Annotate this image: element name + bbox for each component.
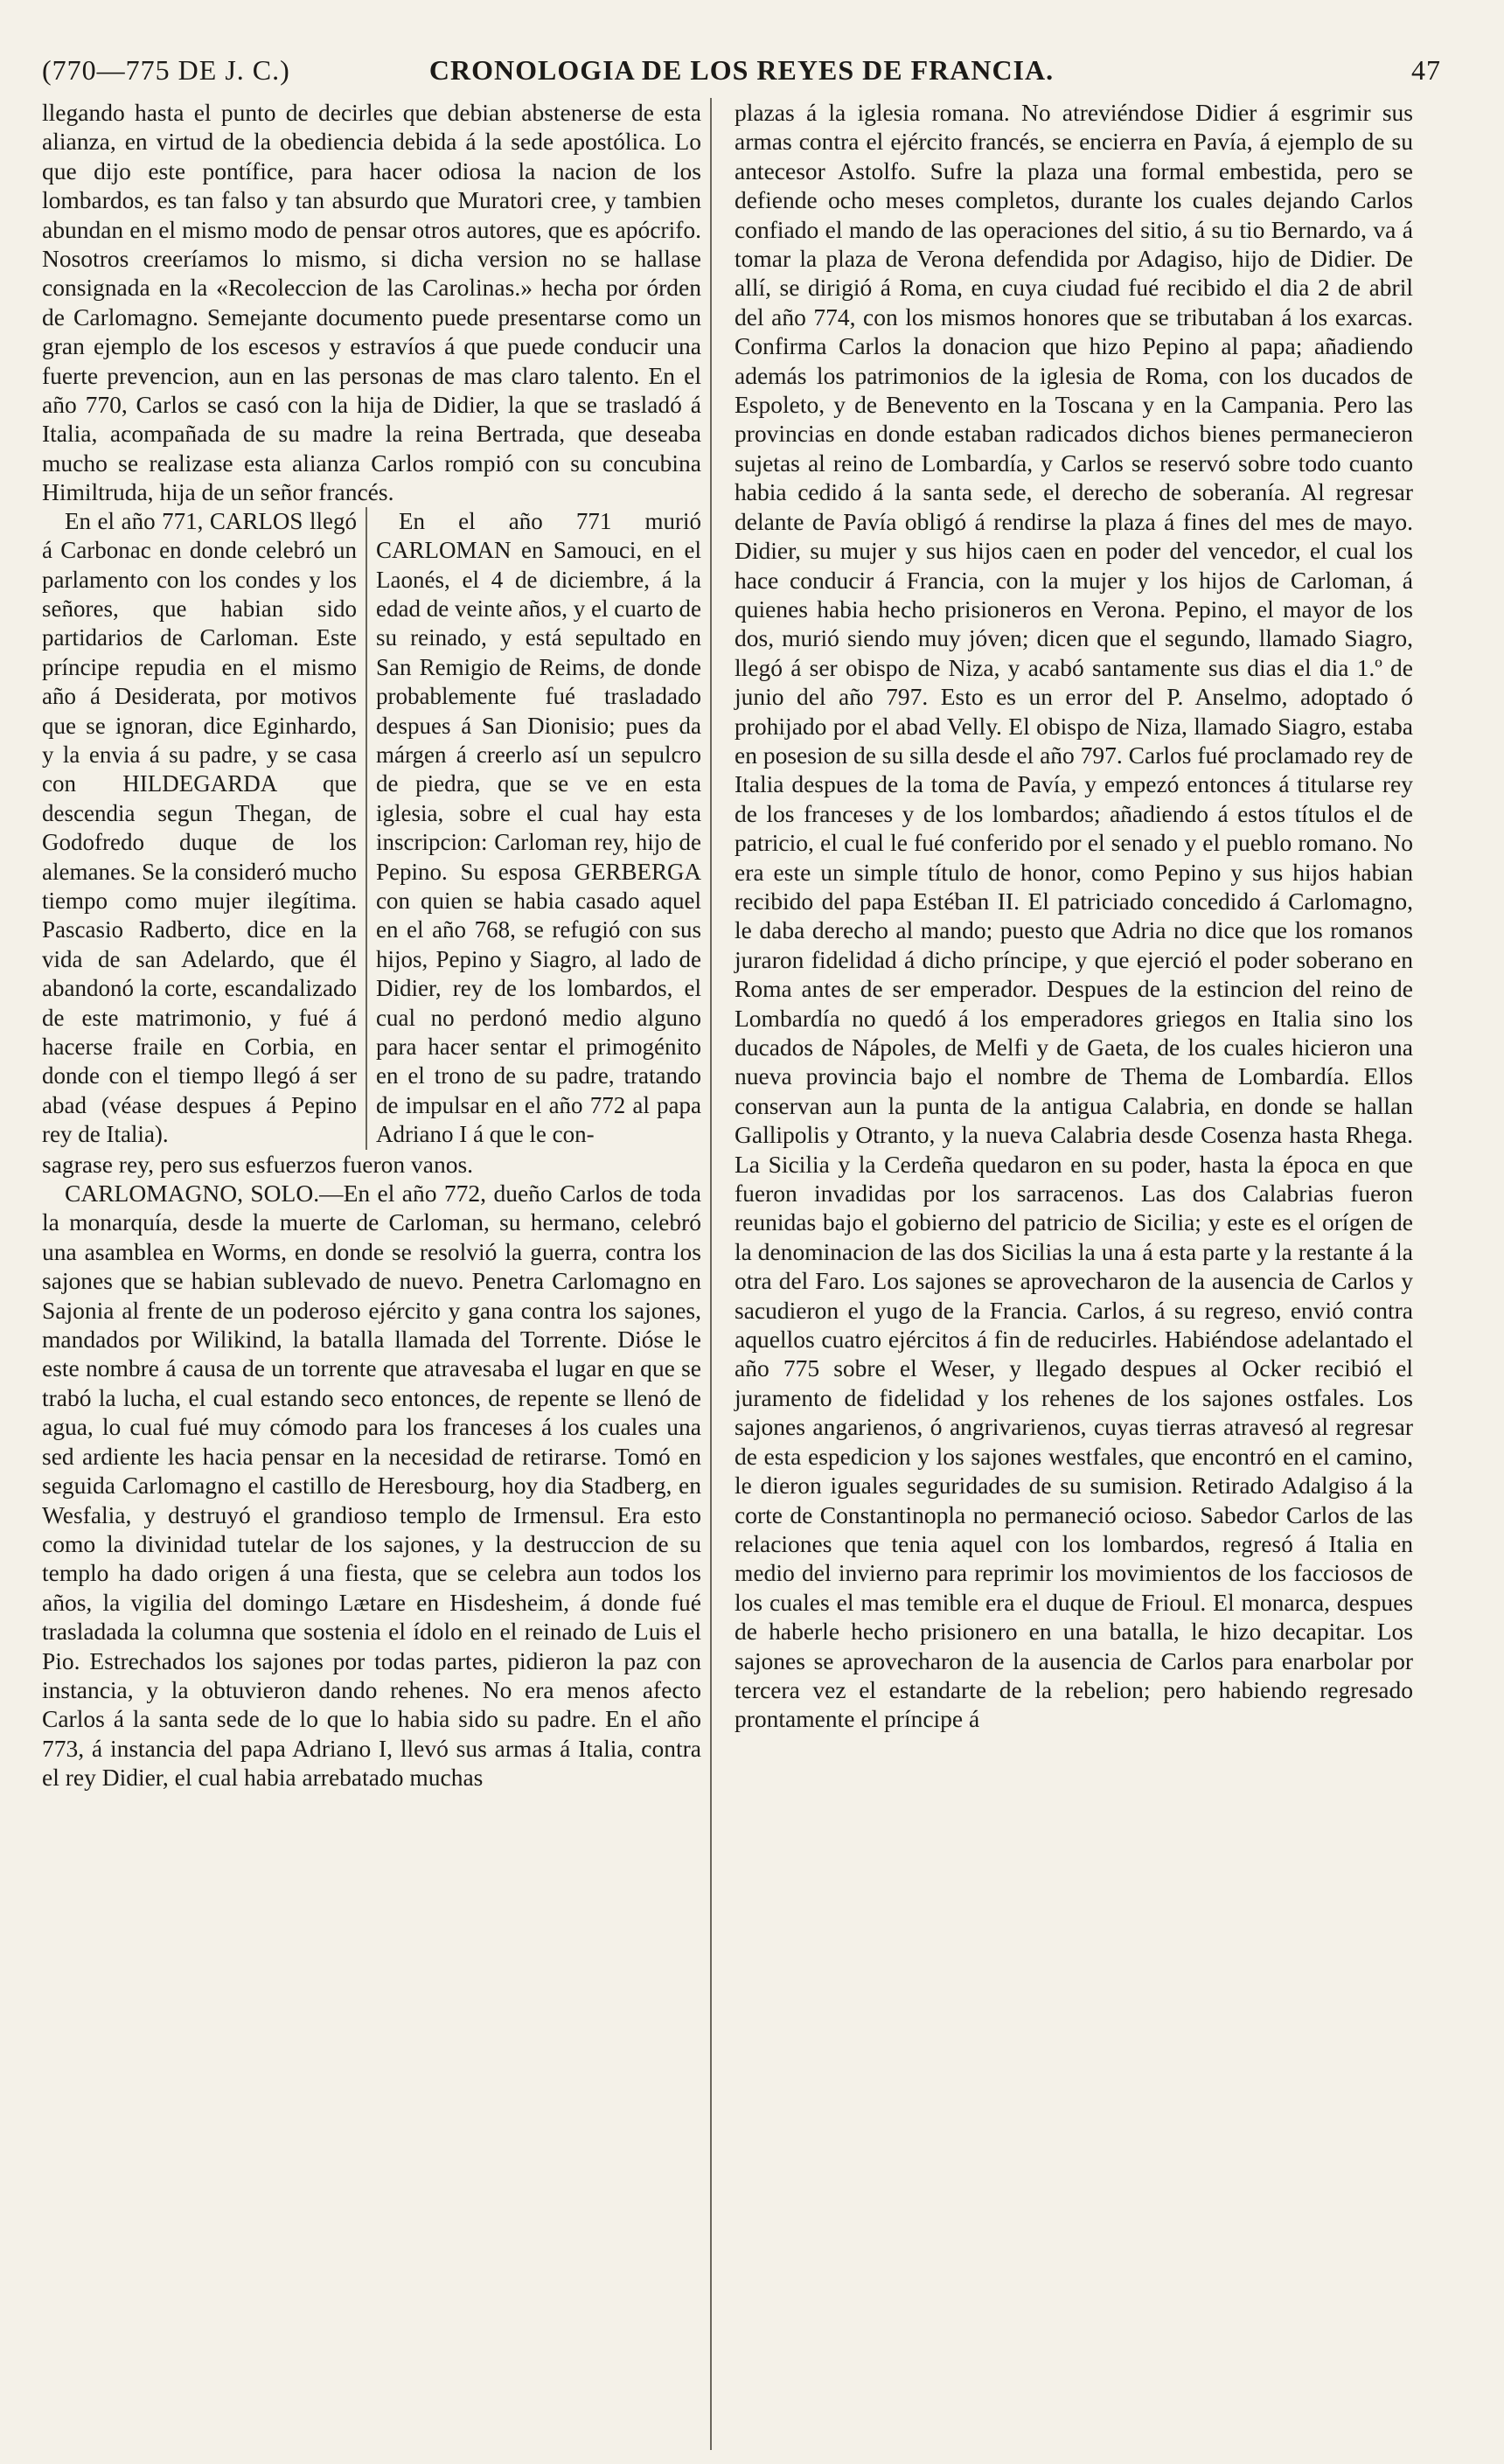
right-column (735, 98, 1413, 1734)
subcolumn-carlos (42, 507, 357, 1150)
continuation-line: sagrase rey, pero sus esfuerzos fueron vanos. (42, 1150, 474, 1178)
section-heading-carlomagno: CARLOMAGNO, SOLO. (65, 1180, 320, 1208)
left-column (42, 98, 701, 1792)
carlomagno-text: —En el año 772, dueño Carlos de toda la monarquía, desde la muerte de Carloman, su hermano, celebró una asamblea en Worms, en donde se resolvió la guerra, contra los sajones que se habian sublevado de nuevo. Penetra Carlomagno en Sajonia al frente de un poderoso ejército y gana contra los sajones, mandados por Wilikind, la batalla llamada del Torrente. Dióse le este nombre á causa de un torrente que atravesaba el lugar en que se trabó la lucha, el cual estando seco entonces, de repente se llenó de agua, lo cual fué muy cómodo para los franceses á los cuales una sed ardiente les hacia pensar en la necesidad de retirarse. Tomó en seguida Carlomagno el castillo de Heresbourg, hoy dia Stadberg, en Wesfalia, y destruyó el grandioso templo de Irmensul. Era esto como la divinidad tutelar de los sajones, y la destruccion de su templo ha dado origen á una fiesta, que se celebra aun todos los años, la vigilia del domingo Lætare en Hisdesheim, á donde fué trasladada la columna que sostenia el ídolo en el reinado de Luis el Pio. Estrechados los sajones por todas partes, pidieron la paz con instancia, y la obtuvieron dando rehenes. No era menos afecto Carlos á la santa sede de lo que lo habia sido su padre. En el año 773, á instancia del papa Adriano I, llevó sus armas á Italia, contra el rey Didier, el cual habia arrebatado muchas (42, 1180, 702, 1792)
date-range: (770—775 DE J. C.) (42, 54, 290, 86)
paragraph-carlos-771: En el año 771, CARLOS llegó á Carbonac en donde celebró un parlamento con los condes y los señores, que habian sido partidarios de Carloman. Este príncipe repudia en el mismo año á Desiderata, por motivos que se ignoran, dice Eginhardo, y la envia á su padre, y se casa con HILDEGARDA que descendia segun Thegan, de Godofredo duque de los alemanes. Se la consideró mucho tiempo como mujer ilegítima. Pascasio Radberto, dice en la vida de san Adelardo, que él abandonó la corte, escandalizado de este matrimonio, y fué á hacerse fraile en Corbia, en donde con el tiempo llegó á ser abad (véase despues á Pepino rey de Italia). (42, 507, 357, 1148)
running-header (42, 54, 1441, 94)
subcolumns (42, 507, 701, 1150)
page-title: CRONOLOGIA DE LOS REYES DE FRANCIA. (428, 54, 1055, 86)
page-number: 47 (1411, 54, 1441, 86)
column-divider (710, 98, 712, 2450)
paragraph-carloman-771: En el año 771 murió CARLOMAN en Samouci, en el Laonés, el 4 de diciembre, á la edad de veinte años, y el cuarto de su reinado, y está sepultado en San Remigio de Reims, de donde probablemente fué trasladado despues á San Dionisio; pues da márgen á creerlo así un sepulcro de piedra, que se ve en esta iglesia, sobre el cual hay esta inscripcion: Carloman rey, hijo de Pepino. Su esposa GERBERGA con quien se habia casado aquel en el año 768, se refugió con sus hijos, Pepino y Siagro, al lado de Didier, rey de los lombardos, el cual no perdonó medio alguno para hacer sentar el primogénito en el trono de su padre, tratando de impulsar en el año 772 al papa Adriano I á que le con- (376, 507, 701, 1148)
intro-paragraph: llegando hasta el punto de decirles que debian abstenerse de esta alianza, en virtud de la obediencia debida á la sede apostólica. Lo que dijo este pontífice, para hacer odiosa la nacion de los lombardos, es tan falso y tan absurdo que Muratori cree, y tambien abundan en el mismo modo de pensar otros autores, que es apócrifo. Nosotros creeríamos lo mismo, si dicha version no se hallase consignada en la «Recoleccion de las Carolinas.» hecha por órden de Carlomagno. Semejante documento puede presentarse como un gran ejemplo de los escesos y estravíos á que puede conducir una fuerte prevencion, aun en las personas de mas claro talento. En el año 770, Carlos se casó con la hija de Didier, la que se trasladó á Italia, acompañada de su madre la reina Bertrada, que deseaba mucho se realizase esta alianza Carlos rompió con su concubina Himiltruda, hija de un señor francés. (42, 99, 701, 506)
subcolumn-carloman (366, 507, 701, 1150)
right-column-text: plazas á la iglesia romana. No atreviéndose Didier á esgrimir sus armas contra el ejército francés, se encierra en Pavía, á ejemplo de su antecesor Astolfo. Sufre la plaza una formal embestida, pero se defiende ocho meses completos, durante los cuales dejando Carlos confiado el mando de las operaciones del sitio, á su tio Bernardo, va á tomar la plaza de Verona defendida por Adagiso, hijo de Didier. De allí, se dirigió á Roma, en cuya ciudad fué recibido el dia 2 de abril del año 774, con los mismos honores que se tributaban á los exarcas. Confirma Carlos la donacion que hizo Pepino al papa; añadiendo además los patrimonios de la iglesia de Roma, con los ducados de Espoleto, y de Benevento en la Toscana y en la Campania. Pero las provincias en donde estaban radicados dichos bienes permanecieron sujetas al reino de Lombardía, y Carlos se reservó sobre todo cuanto habia cedido á la santa sede, el derecho de soberanía. Al regresar delante de Pavía obligó á rendirse la plaza á fines del mes de mayo. Didier, su mujer y sus hijos caen en poder del vencedor, el cual los hace conducir á Francia, con la mujer y los hijos de Carloman, á quienes habia hecho prisioneros en Verona. Pepino, el mayor de los dos, murió siendo muy jóven; dicen que el segundo, llamado Siagro, llegó á ser obispo de Niza, y acabó santamente sus dias el dia 1.º de junio del año 797. Esto es un error del P. Anselmo, adoptado ó prohijado por el abad Velly. El obispo de Niza, llamado Siagro, estaba en posesion de su silla desde el año 797. Carlos fué proclamado rey de Italia despues de la toma de Pavía, y empezó entonces á titularse rey de los franceses y de los lombardos; añadiendo á estos títulos el de patricio, el cual le fué conferido por el senado y el pueblo romano. No era este un simple título de honor, como Pepino y sus hijos habian recibido del papa Estéban II. El patriciado concedido á Carlomagno, le daba derecho al mando; puesto que Adria no dice que los romanos juraron fidelidad á dicho príncipe, y que ejerció el poder soberano en Roma antes de ser emperador. Despues de la estincion del reino de Lombardía no quedó á los emperadores griegos en Italia sino los ducados de Nápoles, de Melfi y de Gaeta, de los cuales hicieron una nueva provincia bajo el nombre de Thema de Lombardía. Ellos conservan aun la punta de la antigua Calabria, en donde se hallan Gallipolis y Otranto, y la nueva Calabria desde Cosenza hasta Rhega. La Sicilia y la Cerdeña quedaron en su poder, hasta la época en que fueron invadidas por los sarracenos. Las dos Calabrias fueron reunidas bajo el gobierno del patricio de Sicilia; y este es el orígen de la denominacion de las dos Sicilias la una á esta parte y la restante á la otra del Faro. Los sajones se aprovecharon de la ausencia de Carlos y sacudieron el yugo de la Francia. Carlos, á su regreso, envió contra aquellos cuatro ejércitos á fin de reducirles. Habiéndose adelantado el año 775 sobre el Weser, y llegado despues al Ocker recibió el juramento de fidelidad y los rehenes de los sajones ostfales. Los sajones angarienos, ó angrivarienos, cuyas tierras atravesó al regresar de esta espedicion y los sajones westfales, que encontró en el camino, le dieron iguales seguridades de su sumision. Retirado Adalgiso á la corte de Constantinopla no permaneció ocioso. Sabedor Carlos de las relaciones que tenia aquel con los lombardos, regresó á Italia en medio del invierno para reprimir los movimientos de los facciosos de los cuales el mas temible era el duque de Frioul. El monarca, despues de haberle hecho prisionero en una batalla, le hizo decapitar. Los sajones se aprovecharon de la ausencia de Carlos para enarbolar por tercera vez el estandarte de la rebelion; pero habiendo regresado prontamente el príncipe á (735, 99, 1413, 1733)
paragraph-carlomagno (42, 1179, 701, 1792)
